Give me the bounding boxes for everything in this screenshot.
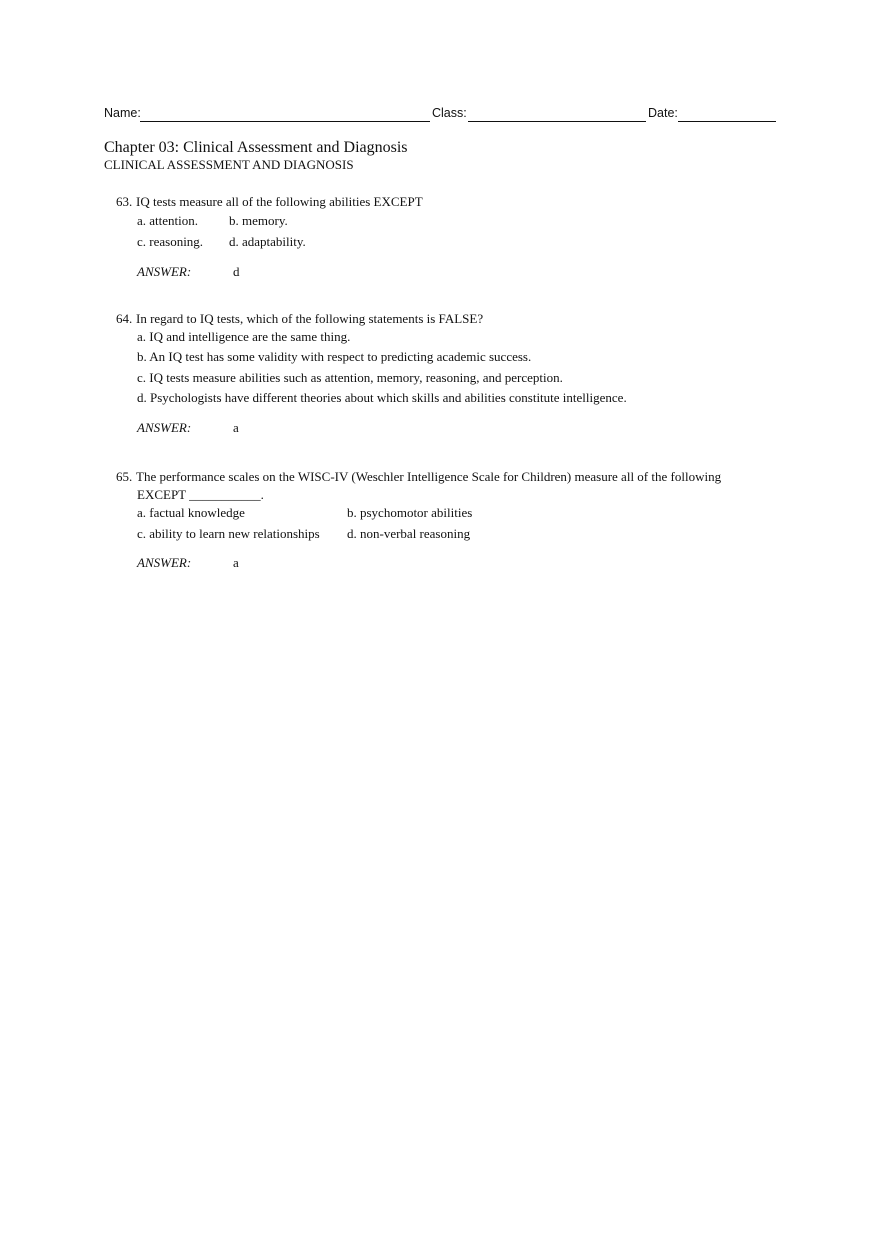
option-c: c. reasoning. [137, 234, 204, 249]
question-text: IQ tests measure all of the following abilities EXCEPT [136, 194, 423, 209]
answer-label: ANSWER: [137, 264, 192, 279]
option-a: a. attention. [137, 213, 199, 228]
option-a: a. IQ and intelligence are the same thing. [137, 329, 351, 344]
chapter-title: Chapter 03: Clinical Assessment and Diagnosis [104, 139, 408, 156]
question-number: 64. [116, 311, 133, 326]
date-label: Date: [648, 106, 678, 120]
header-fields [104, 104, 776, 122]
question-text: In regard to IQ tests, which of the following statements is FALSE? [136, 311, 484, 326]
option-a: a. factual knowledge [137, 505, 245, 520]
chapter-subtitle: CLINICAL ASSESSMENT AND DIAGNOSIS [104, 157, 354, 172]
answer-label: ANSWER: [137, 555, 192, 570]
question-stem [116, 309, 483, 329]
answer-value: d [233, 264, 240, 279]
class-label: Class: [432, 106, 467, 120]
name-label: Name: [104, 106, 141, 120]
answer-value: a [233, 420, 239, 435]
question-text-continued: EXCEPT ___________. [137, 487, 264, 502]
question-number: 65. [116, 469, 133, 484]
option-c: c. ability to learn new relationships [137, 526, 320, 541]
question-text: The performance scales on the WISC-IV (Weschler Intelligence Scale for Children) measure all of the following [136, 469, 722, 484]
option-b: b. memory. [229, 213, 288, 228]
class-field[interactable] [468, 121, 646, 122]
date-field[interactable] [678, 121, 776, 122]
option-d: d. Psychologists have different theories about which skills and abilities constitute intelligence. [137, 390, 627, 405]
option-c: c. IQ tests measure abilities such as attention, memory, reasoning, and perception. [137, 370, 563, 385]
name-field[interactable] [140, 121, 430, 122]
option-b: b. psychomotor abilities [347, 505, 473, 520]
option-d: d. non-verbal reasoning [347, 526, 471, 541]
option-b: b. An IQ test has some validity with respect to predicting academic success. [137, 349, 532, 364]
question-stem [116, 467, 721, 487]
question-stem [116, 192, 423, 212]
question-number: 63. [116, 194, 133, 209]
answer-value: a [233, 555, 239, 570]
answer-label: ANSWER: [137, 420, 192, 435]
option-d: d. adaptability. [229, 234, 306, 249]
